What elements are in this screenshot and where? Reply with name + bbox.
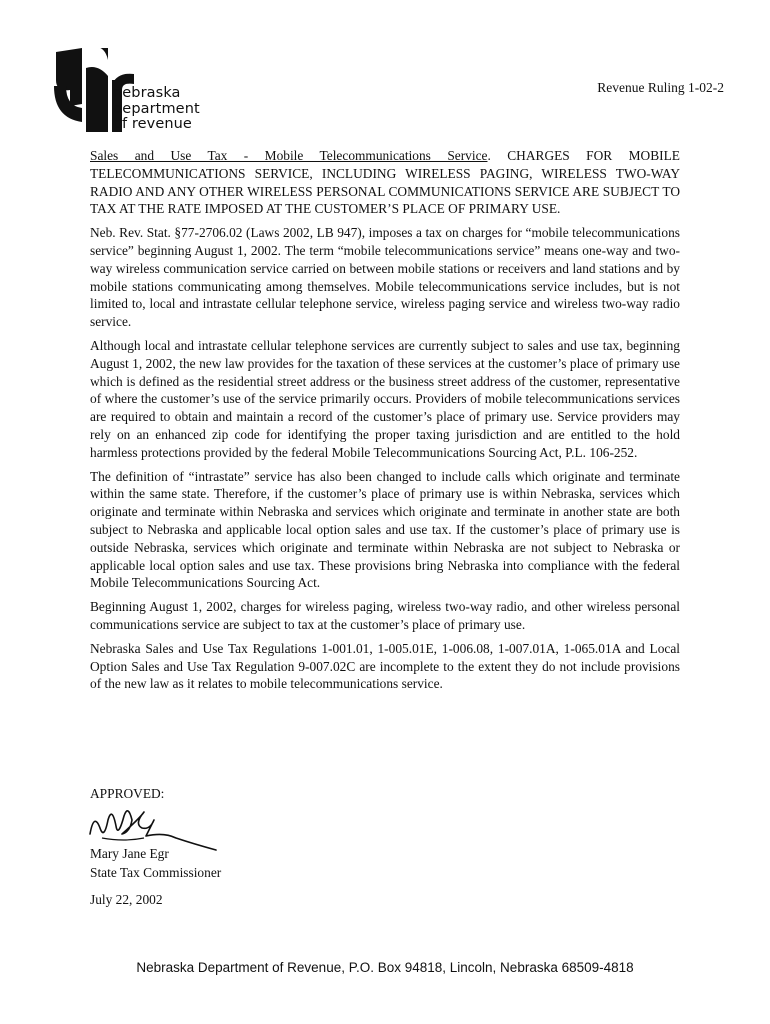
paragraph-5: Nebraska Sales and Use Tax Regulations 1-001.01, 1-005.01E, 1-006.08, 1-007.01A, 1-065.01A and Local Option Sales and Use Tax Regulation 9-007.02C are incomplete to the extent they do not include provisions of the new law as it relates to mobile telecommunications service. xyxy=(90,640,680,692)
signer-block xyxy=(90,844,221,882)
logo-line-1: nebraska xyxy=(113,85,181,101)
ruling-number: Revenue Ruling 1-02-2 xyxy=(597,80,724,95)
logo-line-2: department xyxy=(113,100,200,117)
ruling-headline xyxy=(90,147,680,218)
ruling-date: July 22, 2002 xyxy=(90,892,163,907)
paragraph-1: Neb. Rev. Stat. §77-2706.02 (Laws 2002, LB 947), imposes a tax on charges for “mobile telecommunications service” beginning August 1, 2002. The term “mobile telecommunications service” means one-way and two-way wireless communication service carried on between mobile stations or receivers and land stations and by mobile stations communicating among themselves. Mobile telecommunications service includes, but is not limited to, local and intrastate cellular telephone service, wireless paging service and wireless two-way radio service. xyxy=(90,225,680,330)
paragraph-2: Although local and intrastate cellular telephone services are currently subject to sales and use tax, beginning August 1, 2002, the new law provides for the taxation of these services at the customer’s place of primary use which is defined as the residential street address or the business street address of the customer, representative of where the customer’s use of the service primarily occurs. Providers of mobile telecommunications services are required to obtain and maintain a record of the customer’s place of primary use. Service providers may rely on an enhanced zip code for identifying the proper taxing jurisdiction and are entitled to the hold harmless protections provided by the federal Mobile Telecommunications Sourcing Act, P.L. 106-252. xyxy=(90,337,680,460)
headline-subject: Sales and Use Tax - Mobile Telecommunications Service xyxy=(90,148,488,163)
ruling-body xyxy=(90,147,680,699)
paragraph-3: The definition of “intrastate” service has also been changed to include calls which originate and terminate within the same state. Therefore, if the customer’s place of primary use is within Nebraska, services which originate and terminate within Nebraska and services which originate and terminate in another state are both subject to Nebraska and applicable local option sales and use tax. If the customer’s place of primary use is outside Nebraska, services which originate and terminate within Nebraska are not subject to Nebraska or applicable local option sales and use tax. These provisions bring Nebraska into compliance with the federal Mobile Telecommunications Sourcing Act. xyxy=(90,468,680,591)
approved-label: APPROVED: xyxy=(90,786,165,801)
signer-name: Mary Jane Egr xyxy=(90,846,169,861)
headline-text: . CHARGES FOR MOBILE TELECOMMUNICATIONS SERVICE, INCLUDING WIRELESS PAGING, WIRELESS TWO-WAY RADIO AND ANY OTHER WIRELESS PERSONAL COMMUNICATIONS SERVICE ARE SUBJECT TO TAX AT THE RATE IMPOSED AT THE CUSTOMER’S PLACE OF PRIMARY USE. xyxy=(90,148,680,217)
logo-line-3: of revenue xyxy=(113,116,192,132)
logo-wordmark xyxy=(113,86,200,133)
signer-title: State Tax Commissioner xyxy=(90,865,222,880)
paragraph-4: Beginning August 1, 2002, charges for wireless paging, wireless two-way radio, and other wireless personal communications service are subject to tax at the customer’s place of primary use. xyxy=(90,599,680,632)
footer-address: Nebraska Department of Revenue, P.O. Box 94818, Lincoln, Nebraska 68509-4818 xyxy=(136,960,634,975)
